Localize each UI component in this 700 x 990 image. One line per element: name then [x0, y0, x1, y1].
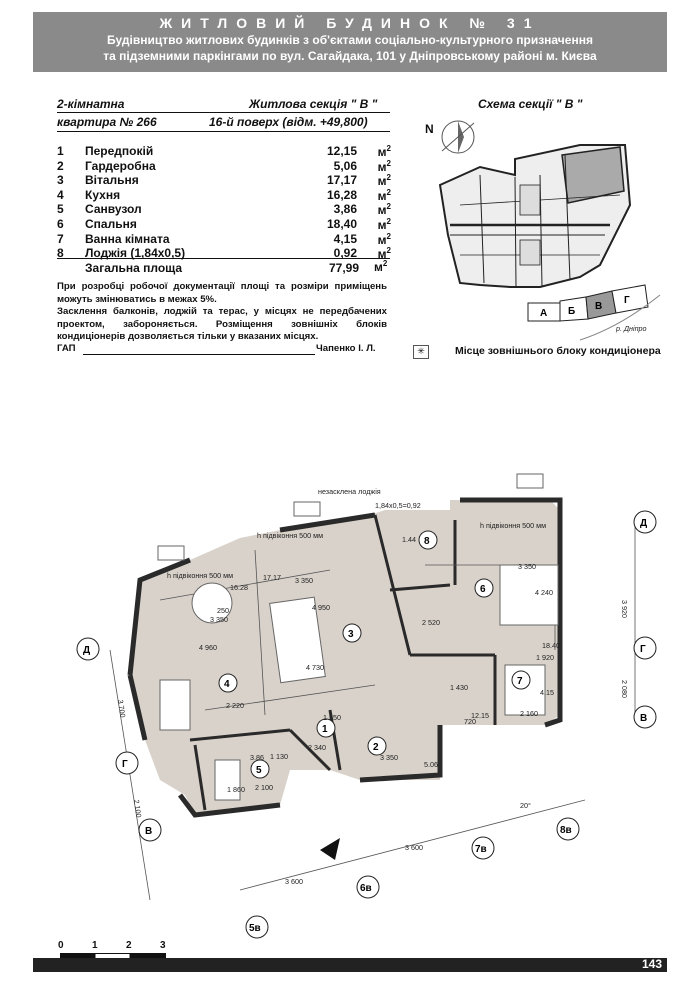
page-number: 143: [641, 957, 662, 971]
dim-4240: 4 240: [535, 588, 553, 597]
sill-label-bedroom: h підвіконня 500 мм: [480, 521, 547, 530]
dim-2080: 2 080: [620, 680, 629, 698]
unit-exp: 2: [386, 158, 391, 168]
scheme-title: Схема секції " В ": [478, 97, 583, 111]
ac-unit-icon: ✳: [413, 345, 429, 359]
section-scheme: [420, 115, 670, 345]
section-label-v: В: [595, 301, 603, 312]
room-number: 4: [57, 187, 64, 202]
area-1840: 18.40: [542, 641, 560, 650]
area-506: 5.06: [424, 760, 438, 769]
unit-exp: 2: [382, 259, 388, 268]
room-area: 4,15: [333, 231, 357, 246]
room-name: Лоджія (1,84x0,5): [85, 246, 186, 261]
room-area: 17,17: [326, 173, 357, 188]
toilet-room-fixtures: [215, 760, 240, 800]
north-label: N: [425, 122, 434, 136]
axis-right-g: Г: [640, 644, 646, 655]
axis-5v: 5в: [249, 923, 261, 934]
room-area: 0,92: [333, 246, 357, 261]
legend-ac-text: Місце зовнішнього блоку кондиціонера: [455, 345, 661, 357]
gap-name: Чапенко І. Л.: [316, 343, 376, 354]
room-name: Кухня: [85, 187, 121, 202]
unit-exp: 2: [386, 202, 391, 212]
room-area: 3,86: [333, 202, 357, 217]
total-unit: [374, 259, 387, 274]
room-row: [57, 188, 393, 203]
sill-label-kitchen: h підвіконня 500 мм: [167, 571, 234, 580]
room-row: [57, 144, 393, 159]
dim-2520: 2 520: [422, 618, 440, 627]
sections-strip: [528, 285, 660, 340]
header-banner: [33, 12, 667, 72]
floor-plan: [30, 470, 670, 940]
unit: м: [377, 188, 387, 203]
room-number: 2: [57, 158, 64, 173]
notes-block: [57, 281, 387, 344]
area-1628: 16.28: [230, 583, 248, 592]
room-marker-4: 4: [224, 679, 230, 690]
unit: м: [377, 247, 387, 262]
axis-8v: 8в: [560, 825, 572, 836]
kitchen-counter: [160, 680, 190, 730]
scale-1: 1: [92, 940, 98, 951]
river-label: р. Дніпро: [616, 324, 647, 333]
apartment-number: квартира № 266: [57, 115, 157, 129]
room-marker-7: 7: [517, 676, 523, 687]
unit-exp: 2: [386, 144, 391, 153]
axis-left-d: Д: [83, 645, 91, 656]
room-number: 3: [57, 173, 64, 188]
compass-icon: [442, 121, 474, 153]
unit: м: [377, 159, 387, 174]
unit: м: [377, 174, 387, 189]
sill-label-living: h підвіконня 500 мм: [257, 531, 324, 540]
dim-1550: 1 550: [323, 713, 341, 722]
room-number: 7: [57, 231, 64, 246]
note-paragraph-1: При розробці робочої документації площі та розміри приміщень можуть змінюватись в межах 5%.: [57, 281, 387, 305]
room-area: 5,06: [333, 158, 357, 173]
dim-1130: 1 130: [270, 752, 288, 761]
section-label-g: Г: [624, 295, 630, 306]
section-label-b: Б: [568, 306, 576, 317]
dim-3920: 3 920: [620, 600, 629, 618]
room-name: Ванна кімната: [85, 231, 170, 246]
room-list: [57, 144, 393, 261]
room-name: Передпокій: [85, 144, 154, 158]
room-marker-6: 6: [480, 584, 486, 595]
area-1215: 12.15: [471, 711, 489, 720]
dim-3350-wardrobe: 3 350: [380, 753, 398, 762]
scale-3: 3: [160, 940, 166, 951]
room-marker-3: 3: [348, 629, 354, 640]
unit: м: [377, 232, 387, 247]
dim-4960: 4 960: [199, 643, 217, 652]
room-name: Санвузол: [85, 202, 142, 217]
unit-exp: 2: [386, 187, 391, 197]
room-row: [57, 159, 393, 174]
unit: м: [377, 217, 387, 232]
room-area: 16,28: [326, 187, 357, 202]
dim-3600-a: 3 600: [285, 877, 303, 886]
dim-2220: 2 220: [226, 701, 244, 710]
room-number: 1: [57, 144, 64, 158]
room-name: Спальня: [85, 216, 137, 231]
area-1717: 17.17: [263, 573, 281, 582]
room-number: 5: [57, 202, 64, 217]
divider: [57, 258, 390, 259]
unit-exp: 2: [386, 246, 391, 256]
unit-exp: 2: [386, 231, 391, 241]
unit-exp: 2: [386, 173, 391, 183]
note-paragraph-2: Засклення балконів, лоджій та терас, у місцях не передбачених проектом, забороняється. Розміщення зовнішніх блоків кондиціонерів дозволяється тільки у вказаних місцях.: [57, 306, 387, 342]
entrance-arrow-icon: [320, 838, 340, 860]
loggia-label: незасклена лоджія: [318, 487, 381, 496]
room-area: 18,40: [326, 216, 357, 231]
section-label-a: А: [540, 308, 548, 319]
dim-250: 250: [217, 606, 229, 615]
document-title: ЖИТЛОВИЙ БУДИНОК № 31: [159, 15, 541, 31]
divider: [57, 112, 390, 113]
dim-1920: 1 920: [536, 653, 554, 662]
apartment-section: Житлова секція " В ": [249, 97, 378, 111]
loggia-area: 1.44: [402, 535, 416, 544]
axis-left-v: В: [145, 826, 153, 837]
loggia-dims: 1,84x0,5=0,92: [375, 501, 421, 510]
axis-7v: 7в: [475, 844, 487, 855]
axis-left-g: Г: [122, 759, 128, 770]
dim-3600-b: 3 600: [405, 843, 423, 852]
room-row: [57, 217, 393, 232]
divider: [57, 131, 390, 132]
subtitle-line-1: Будівництво житлових будинків з об'єктами соціально-культурного призначення: [107, 33, 593, 47]
unit: м: [377, 145, 387, 159]
dim-3350-bedroom: 3 350: [518, 562, 536, 571]
axis-right-v: В: [640, 713, 648, 724]
dim-2160: 2 160: [520, 709, 538, 718]
dim-2100-wc: 2 100: [255, 783, 273, 792]
total-area: 77,99: [329, 261, 360, 275]
dim-3350-living: 3 350: [295, 576, 313, 585]
room-marker-8: 8: [424, 536, 430, 547]
axis-right-d: Д: [640, 518, 648, 529]
room-row: [57, 232, 393, 247]
room-row: [57, 202, 393, 217]
footer-bar: [33, 958, 667, 972]
room-marker-1: 1: [322, 724, 328, 735]
scale-2: 2: [126, 940, 132, 951]
gap-label: ГАП: [57, 343, 76, 354]
axis-6v: 6в: [360, 883, 372, 894]
angle-label: 20°: [520, 801, 531, 810]
room-name: Гардеробна: [85, 158, 156, 173]
dim-2340: 2 340: [308, 743, 326, 752]
dim-4730: 4 730: [306, 663, 324, 672]
signature-line: [83, 354, 315, 355]
room-marker-2: 2: [373, 742, 379, 753]
dim-2100-axis: 2 100: [132, 799, 144, 819]
unit-exp: 2: [386, 216, 391, 226]
unit: м: [374, 260, 383, 274]
dim-3700: 3 700: [116, 699, 128, 719]
room-row: [57, 173, 393, 188]
apartment-floor: 16-й поверх (відм. +49,800): [209, 115, 368, 129]
dim-1430: 1 430: [450, 683, 468, 692]
room-name: Вітальня: [85, 173, 139, 188]
total-label: Загальна площа: [85, 261, 183, 275]
dim-3350-kitchen: 3 350: [210, 615, 228, 624]
dim-1860: 1 860: [227, 785, 245, 794]
area-415: 4.15: [540, 688, 554, 697]
scale-0: 0: [58, 940, 64, 951]
room-number: 6: [57, 216, 64, 231]
room-area: 12,15: [326, 144, 357, 158]
building-outline: [440, 145, 630, 287]
room-number: 8: [57, 246, 64, 261]
dim-720: 720: [464, 717, 476, 726]
dim-4950: 4 950: [312, 603, 330, 612]
apartment-type: 2-кімнатна: [57, 97, 125, 111]
subtitle-line-2: та підземними паркінгами по вул. Сагайдака, 101 у Дніпровському районі м. Києва: [103, 49, 597, 63]
unit: м: [377, 203, 387, 218]
area-386: 3.86: [250, 753, 264, 762]
room-marker-5: 5: [256, 765, 262, 776]
